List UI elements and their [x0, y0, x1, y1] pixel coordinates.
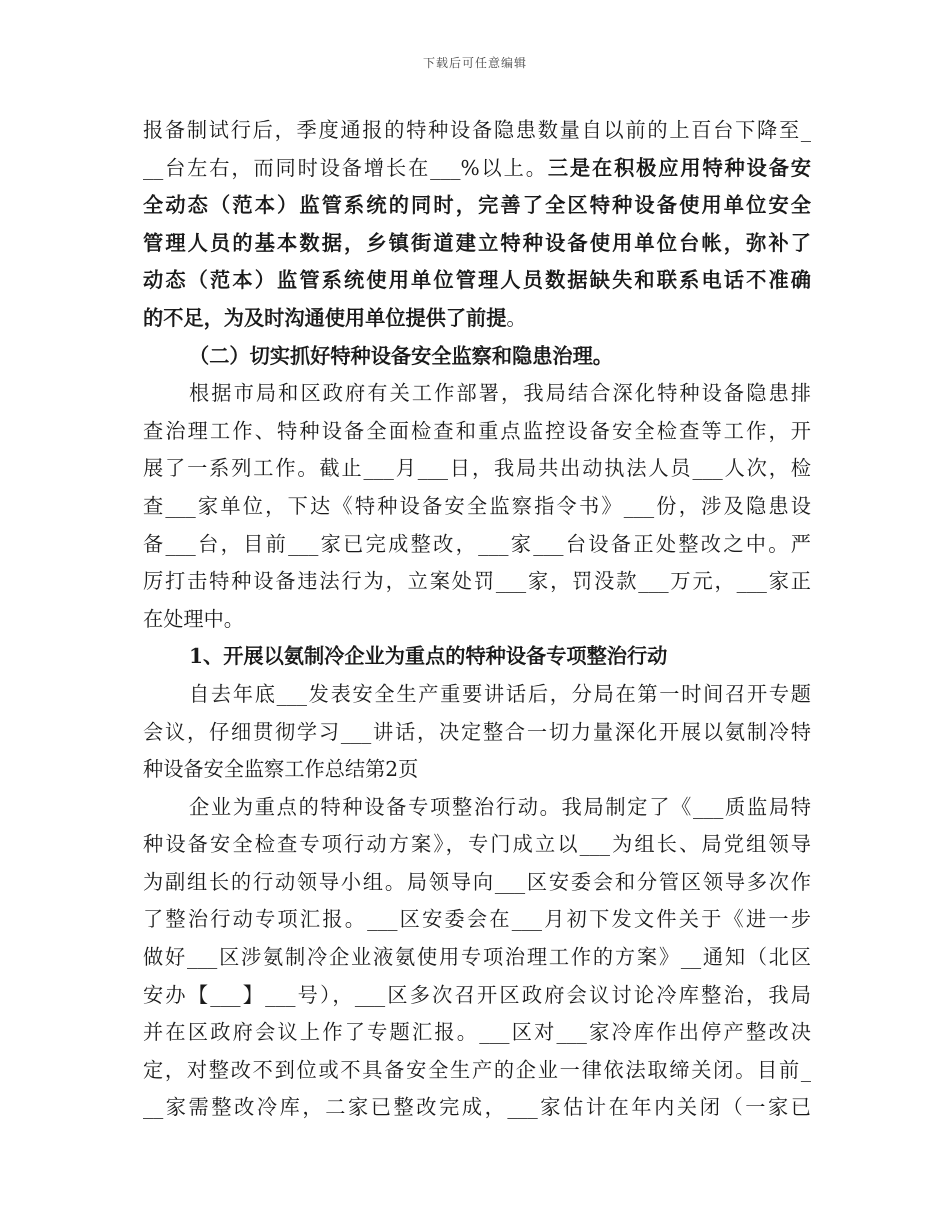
bold-text-segment: 全动态（范本）监管系统的同时，完善了全区特种设备使用单位安全 — [143, 193, 811, 218]
text-line — [143, 789, 811, 827]
text-line — [143, 300, 811, 338]
text-segment: 在处理中。 — [143, 606, 244, 631]
text-segment: 做好___区涉氨制冷企业液氨使用专项治理工作的方案》__通知（北区 — [143, 945, 811, 970]
text-line — [143, 413, 811, 451]
bold-text-segment: 的不足，为及时沟通使用单位提供了前提 — [143, 305, 507, 330]
text-segment: 查治理工作、特种设备全面检查和重点监控设备安全检查等工作，开 — [143, 418, 811, 443]
text-segment: 种设备安全检查专项行动方案》，专门成立以___为组长、局党组领导 — [143, 832, 811, 857]
text-line — [143, 1089, 811, 1127]
text-segment: __台左右，而同时设备增长在___%以上。 — [143, 155, 548, 180]
text-line — [143, 375, 811, 413]
text-segment: 了整治行动专项汇报。___区安委会在___月初下发文件关于《进一步 — [143, 907, 811, 932]
text-line — [143, 751, 811, 789]
text-line — [143, 488, 811, 526]
text-segment: 备___台，目前___家已完成整改，___家___台设备正处整改之中。严 — [143, 531, 811, 556]
text-line — [143, 112, 811, 150]
text-line — [143, 638, 811, 676]
text-line — [143, 262, 811, 300]
text-line — [143, 939, 811, 977]
text-segment: 报备制试行后，季度通报的特种设备隐患数量自以前的上百台下降至_ — [143, 118, 811, 142]
text-line — [143, 826, 811, 864]
text-line — [143, 676, 811, 714]
text-segment: 并在区政府会议上作了专题汇报。___区对___家冷库作出停产整改决 — [143, 1020, 811, 1045]
text-segment: 查___家单位，下达《特种设备安全监察指令书》___份，涉及隐患设 — [143, 493, 811, 518]
text-line — [143, 225, 811, 263]
text-segment: 会议，仔细贯彻学习___讲话，决定整合一切力量深化开展以氨制冷特 — [143, 719, 811, 744]
text-segment: 展了一系列工作。截止___月___日，我局共出动执法人员___人次，检 — [143, 456, 811, 481]
text-segment: 企业为重点的特种设备专项整治行动。我局制定了《___质监局特 — [189, 794, 811, 819]
bold-text-segment: 动态（范本）监管系统使用单位管理人员数据缺失和联系电话不准确 — [143, 268, 811, 293]
text-line — [143, 864, 811, 902]
text-line — [143, 1052, 811, 1090]
text-line — [143, 450, 811, 488]
text-line — [143, 601, 811, 639]
text-line — [143, 1014, 811, 1052]
text-line — [143, 563, 811, 601]
text-segment: 自去年底___发表安全生产重要讲话后，分局在第一时间召开专题 — [189, 681, 811, 706]
text-segment: __家需整改冷库，二家已整改完成，___家估计在年内关闭（一家已 — [143, 1095, 811, 1120]
text-segment: 种设备安全监察工作总结第2页 — [143, 757, 419, 782]
bold-text-segment: （二）切实抓好特种设备安全监察和隐患治理。 — [189, 343, 613, 368]
text-segment: 厉打击特种设备违法行为，立案处罚___家，罚没款___万元，___家正 — [143, 569, 811, 594]
text-segment: 定，对整改不到位或不具备安全生产的企业一律依法取缔关闭。目前_ — [143, 1057, 811, 1082]
text-line — [143, 901, 811, 939]
text-line — [143, 977, 811, 1015]
text-line — [143, 714, 811, 752]
bold-text-segment: 管理人员的基本数据，乡镇街道建立特种设备使用单位台帐，弥补了 — [143, 230, 811, 255]
document-body — [143, 112, 811, 1127]
text-segment: 根据市局和区政府有关工作部署，我局结合深化特种设备隐患排 — [189, 381, 811, 406]
text-segment: 。 — [506, 305, 527, 330]
text-segment: 为副组长的行动领导小组。局领导向___区安委会和分管区领导多次作 — [143, 869, 811, 894]
bold-text-segment: 1、开展以氨制冷企业为重点的特种设备专项整治行动 — [189, 644, 668, 669]
text-line — [143, 338, 811, 376]
text-segment: 安办【___】___号），___区多次召开区政府会议讨论冷库整治，我局 — [143, 982, 811, 1007]
bold-text-segment: 三是在积极应用特种设备安 — [547, 155, 811, 180]
text-line — [143, 526, 811, 564]
text-line — [143, 187, 811, 225]
text-line — [143, 150, 811, 188]
page-header: 下载后可任意编辑 — [422, 56, 527, 70]
